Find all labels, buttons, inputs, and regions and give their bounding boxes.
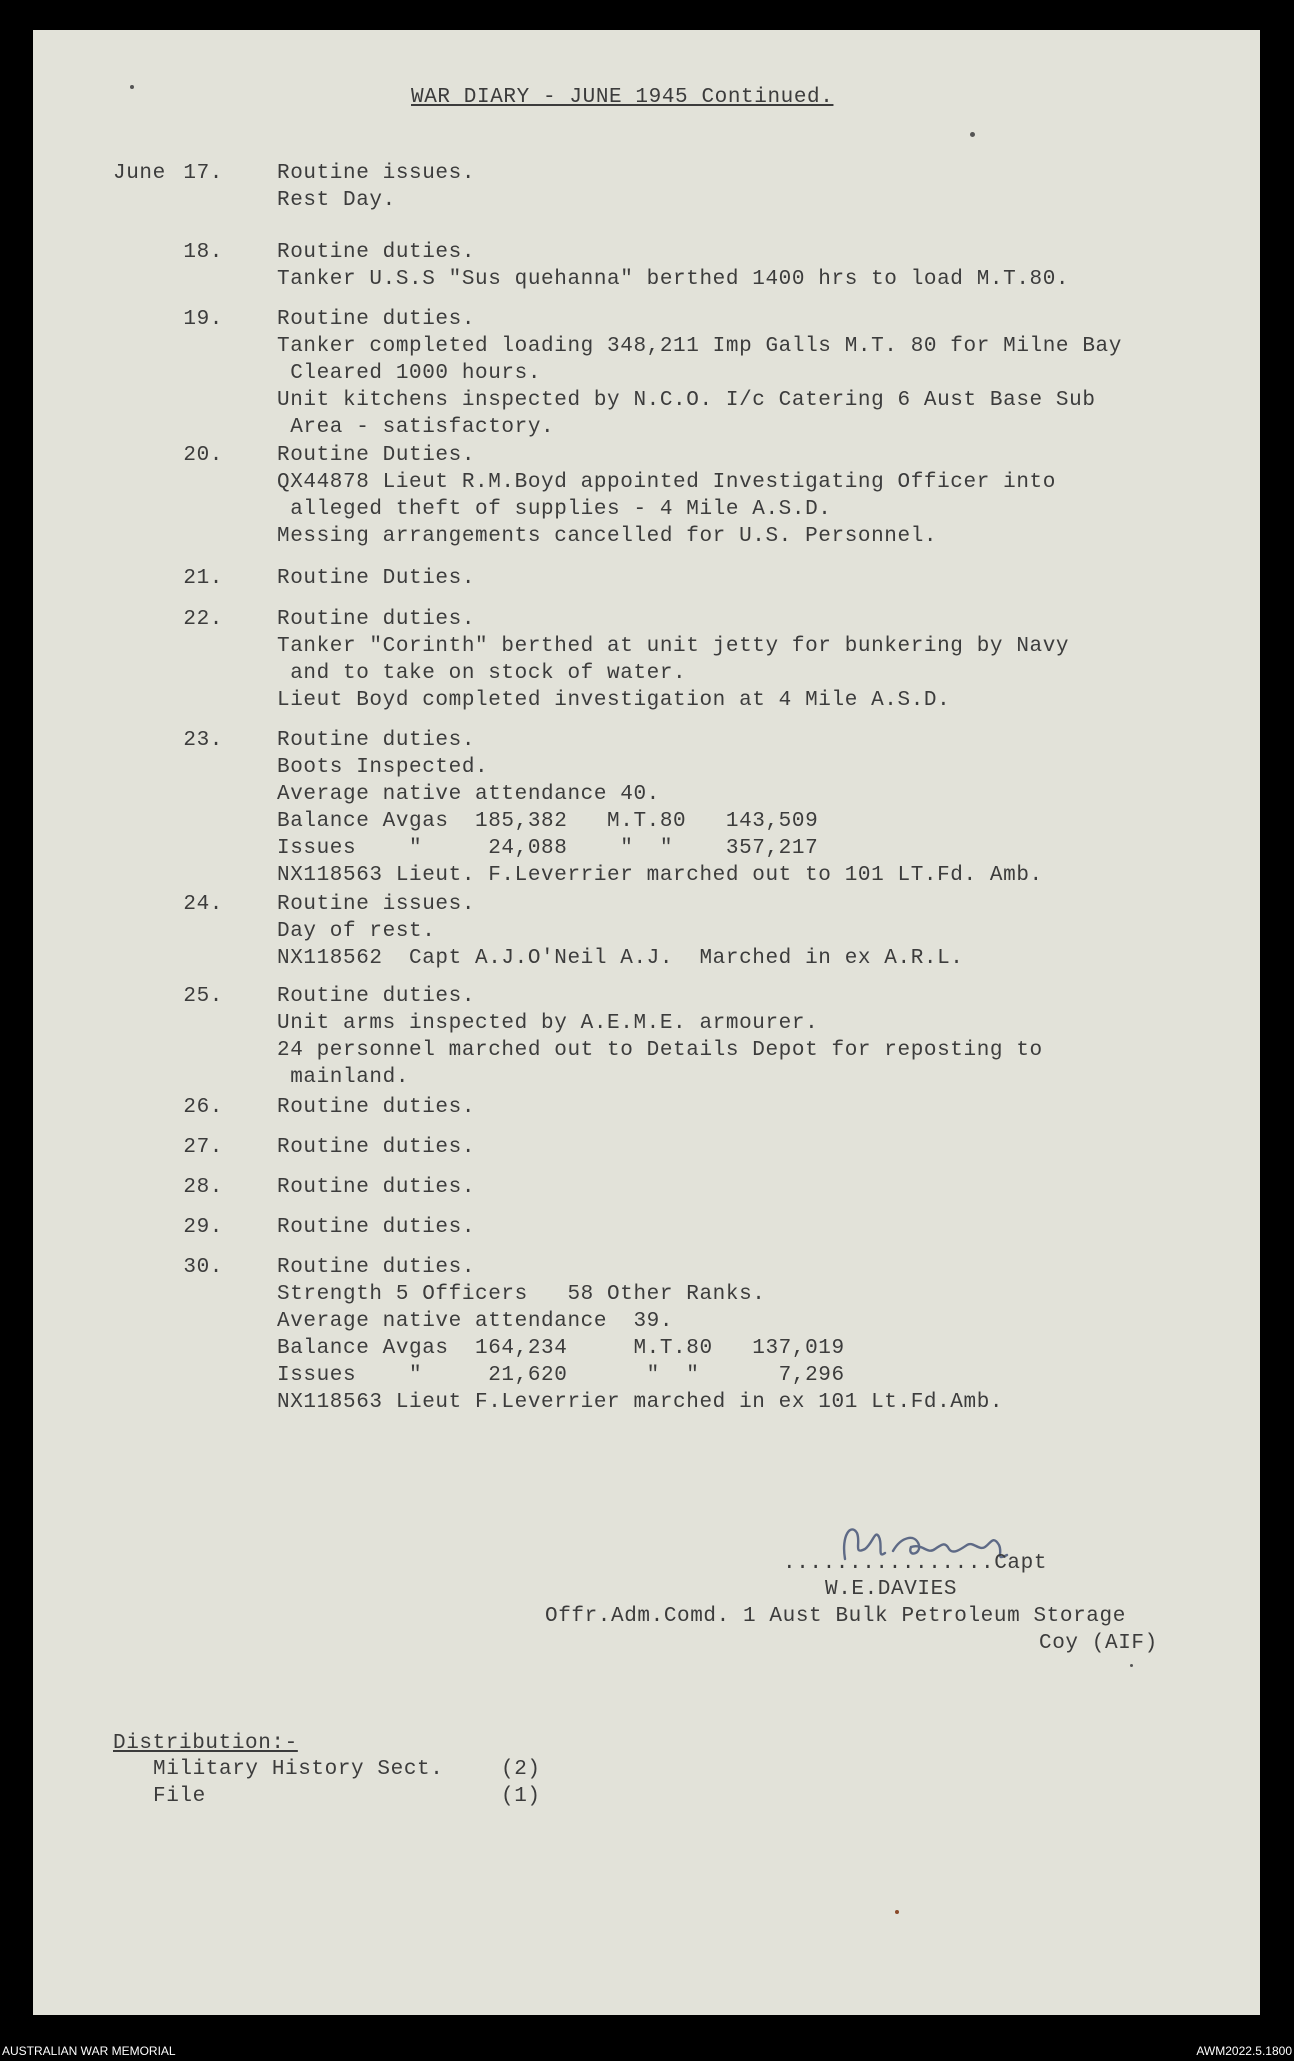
entry-line: NX118562 Capt A.J.O'Neil A.J. Marched in ex A.R.L. [277, 947, 964, 970]
entry-line: Issues " 24,088 " " 357,217 [277, 837, 819, 860]
document-title: WAR DIARY - JUNE 1945 Continued. [411, 86, 834, 109]
entry-line: and to take on stock of water. [277, 662, 687, 685]
entry-day: 24. [183, 893, 223, 916]
distribution-heading: Distribution:- [113, 1732, 298, 1755]
entry-day: 18. [183, 241, 223, 264]
signature-line: ................Capt [783, 1552, 1048, 1575]
entry-heading: Routine duties. [277, 1256, 476, 1279]
entry-line: NX118563 Lieut F.Leverrier marched in ex 101 Lt.Fd.Amb. [277, 1391, 1004, 1414]
paper-speck [895, 1910, 899, 1914]
entry-heading: Routine duties. [277, 729, 476, 752]
signatory-name: W.E.DAVIES [825, 1578, 958, 1601]
entry-line: Cleared 1000 hours. [277, 362, 542, 385]
entry-line: Issues " 21,620 " " 7,296 [277, 1364, 845, 1387]
entry-line: Unit kitchens inspected by N.C.O. I/c Catering 6 Aust Base Sub [277, 389, 1096, 412]
entry-heading: Routine duties. [277, 1216, 476, 1239]
entry-day: 28. [183, 1176, 223, 1199]
entry-day: 17. [183, 162, 223, 185]
distribution-item-label: Military History Sect. [153, 1758, 444, 1781]
entry-heading: Routine Duties. [277, 567, 476, 590]
entry-heading: Routine duties. [277, 1096, 476, 1119]
entry-line: Tanker "Corinth" berthed at unit jetty for bunkering by Navy [277, 635, 1070, 658]
footer-reference: AWM2022.5.1800 [1196, 2044, 1292, 2058]
entry-line: QX44878 Lieut R.M.Boyd appointed Investigating Officer into [277, 471, 1056, 494]
entry-heading: Routine Duties. [277, 444, 476, 467]
entry-day: 25. [183, 985, 223, 1008]
entry-line: Tanker U.S.S "Sus quehanna" berthed 1400 hrs to load M.T.80. [277, 268, 1070, 291]
entry-line: Strength 5 Officers 58 Other Ranks. [277, 1283, 766, 1306]
signatory-appointment: Offr.Adm.Comd. 1 Aust Bulk Petroleum Storage [545, 1605, 1126, 1628]
entry-day: 27. [183, 1136, 223, 1159]
entry-line: 24 personnel marched out to Details Depot for reposting to [277, 1039, 1043, 1062]
entry-heading: Routine issues. [277, 162, 476, 185]
distribution-item-copies: (1) [501, 1785, 541, 1808]
entry-line: Balance Avgas 185,382 M.T.80 143,509 [277, 810, 819, 833]
entry-line: Balance Avgas 164,234 M.T.80 137,019 [277, 1337, 845, 1360]
entry-day: 22. [183, 608, 223, 631]
entry-day: 30. [183, 1256, 223, 1279]
entry-line: Average native attendance 39. [277, 1310, 674, 1333]
entry-heading: Routine duties. [277, 308, 476, 331]
entry-line: Average native attendance 40. [277, 783, 660, 806]
footer-archive-label: AUSTRALIAN WAR MEMORIAL [2, 2044, 176, 2058]
entry-day: 26. [183, 1096, 223, 1119]
entry-day: 23. [183, 729, 223, 752]
entry-line: Tanker completed loading 348,211 Imp Galls M.T. 80 for Milne Bay [277, 335, 1122, 358]
entry-heading: Routine duties. [277, 1136, 476, 1159]
entry-line: Day of rest. [277, 920, 436, 943]
entry-line: NX118563 Lieut. F.Leverrier marched out to 101 LT.Fd. Amb. [277, 864, 1043, 887]
entry-heading: Routine duties. [277, 608, 476, 631]
entry-heading: Routine issues. [277, 893, 476, 916]
signatory-unit: Coy (AIF) [1039, 1632, 1158, 1655]
entry-day: 29. [183, 1216, 223, 1239]
entry-heading: Routine duties. [277, 1176, 476, 1199]
distribution-item-label: File [153, 1785, 206, 1808]
entry-line: Messing arrangements cancelled for U.S. Personnel. [277, 525, 938, 548]
entry-heading: Routine duties. [277, 985, 476, 1008]
entry-line: mainland. [277, 1066, 410, 1089]
entry-day: 21. [183, 567, 223, 590]
distribution-item-copies: (2) [501, 1758, 541, 1781]
entry-heading: Routine duties. [277, 241, 476, 264]
paper-speck [1130, 1664, 1133, 1667]
entry-line: Boots Inspected. [277, 756, 489, 779]
paper-speck [970, 132, 975, 137]
entry-line: Area - satisfactory. [277, 416, 555, 439]
entry-line: alleged theft of supplies - 4 Mile A.S.D. [277, 498, 832, 521]
paper-speck [130, 85, 134, 89]
entry-day: 19. [183, 308, 223, 331]
entry-line: Unit arms inspected by A.E.M.E. armourer. [277, 1012, 819, 1035]
document-page [33, 30, 1260, 2015]
entry-line: Rest Day. [277, 189, 396, 212]
entry-line: Lieut Boyd completed investigation at 4 Mile A.S.D. [277, 689, 951, 712]
entry-day: 20. [183, 444, 223, 467]
month-label: June [113, 162, 166, 185]
